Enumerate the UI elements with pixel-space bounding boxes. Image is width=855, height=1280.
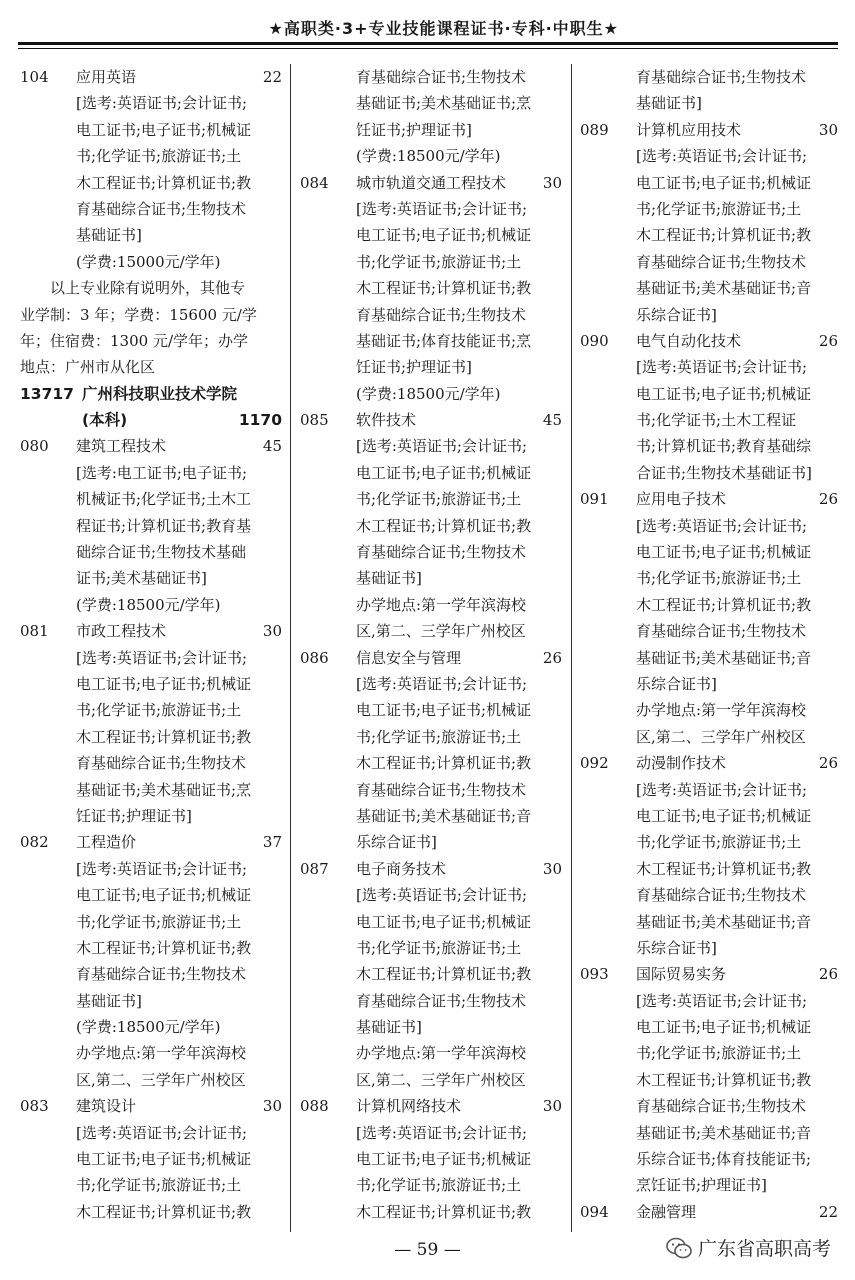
major-detail-line: [选考:英语证书;会计证书; [76, 94, 248, 113]
major-name: 应用英语 [76, 68, 137, 86]
major-detail-line: 乐综合证书] [636, 674, 717, 693]
major-quota: 45 [262, 437, 282, 456]
major-quota: 26 [818, 490, 838, 509]
major-detail-line: 基础证书] [356, 569, 422, 588]
major-code: 080 [20, 437, 49, 456]
major-row [300, 407, 562, 433]
major-quota: 26 [818, 331, 838, 350]
school-total: 1170 [238, 411, 282, 430]
major-detail-line: 木工程证书;计算机证书;教 [76, 1202, 252, 1221]
major-detail-line: 基础证书;美术基础证书;音 [356, 806, 532, 825]
major-detail-line: [选考:英语证书;会计证书; [636, 358, 808, 377]
major-detail-line: 电工证书;电子证书;机械证 [636, 806, 812, 825]
major-code: 083 [20, 1097, 49, 1116]
major-detail-line: [选考:英语证书;会计证书; [76, 859, 248, 878]
column-1 [20, 64, 282, 1225]
major-code: 085 [300, 411, 329, 430]
major-detail-line: 基础证书] [76, 991, 142, 1010]
note-line: 业学制：3 年；学费：15600 元/学 [20, 305, 257, 324]
major-detail-line: (学费:18500元/学年) [76, 595, 221, 614]
major-name: 电气自动化技术 [636, 331, 742, 350]
major-code: 093 [580, 965, 609, 984]
major-name: 建筑工程技术 [76, 437, 167, 456]
major-detail-line: [选考:英语证书;会计证书; [636, 991, 808, 1010]
major-code: 091 [580, 490, 609, 509]
major-detail-line: 乐综合证书;体育技能证书; [636, 1150, 812, 1169]
major-quota: 22 [818, 1202, 838, 1221]
major-detail-line: 基础证书;体育技能证书;烹 [356, 331, 532, 350]
school-name: 广州科技职业技术学院 [82, 384, 238, 403]
major-detail-line: (学费:18500元/学年) [76, 1018, 221, 1037]
major-name: 软件技术 [356, 411, 417, 430]
major-detail-line: 烹饪证书;护理证书] [636, 1176, 767, 1195]
column-divider [290, 64, 291, 1232]
major-detail-line: 饪证书;护理证书] [356, 358, 472, 377]
major-detail-line: 乐综合证书] [356, 833, 437, 852]
major-name: 计算机应用技术 [636, 120, 742, 139]
continued-line: 饪证书;护理证书] [356, 120, 472, 139]
school-level: (本科) [82, 411, 128, 430]
major-code: 086 [300, 648, 329, 667]
major-row [20, 433, 282, 459]
major-detail-line: 书;化学证书;旅游证书;土 [76, 912, 242, 931]
major-detail-line: 础综合证书;生物技术基础 [76, 543, 247, 562]
major-detail-line: 饪证书;护理证书] [76, 806, 192, 825]
major-detail-line: 乐综合证书] [636, 305, 717, 324]
major-name: 信息安全与管理 [356, 648, 462, 667]
major-quota: 37 [262, 833, 282, 852]
major-detail-line: 乐综合证书] [636, 938, 717, 957]
major-detail-line: 书;化学证书;土木工程证 [636, 411, 797, 430]
major-detail-line: 书;计算机证书;教育基础综 [636, 437, 812, 456]
major-detail-line: 育基础综合证书;生物技术 [636, 1097, 807, 1116]
school-header [20, 381, 282, 407]
major-detail-line: [选考:英语证书;会计证书; [636, 780, 808, 799]
school-code: 13717 [20, 384, 74, 403]
major-row [580, 961, 838, 987]
major-row [300, 1093, 562, 1119]
watermark-text: 广东省高职高考 [697, 1238, 831, 1260]
major-code: 094 [580, 1202, 609, 1221]
major-name: 工程造价 [76, 833, 137, 852]
major-detail-line: 办学地点:第一学年滨海校 [76, 1044, 247, 1063]
major-detail-line: 木工程证书;计算机证书;教 [356, 516, 532, 535]
major-detail-line: 木工程证书;计算机证书;教 [636, 859, 812, 878]
major-detail-line: 木工程证书;计算机证书;教 [636, 1070, 812, 1089]
major-detail-line: 木工程证书;计算机证书;教 [356, 965, 532, 984]
continued-line: 育基础综合证书;生物技术 [356, 68, 527, 86]
major-detail-line: 办学地点:第一学年滨海校 [636, 701, 807, 720]
major-detail-line: [选考:英语证书;会计证书; [76, 648, 248, 667]
major-row [580, 486, 838, 512]
major-detail-line: (学费:18500元/学年) [356, 384, 501, 403]
major-detail-line: 合证书;生物技术基础证书] [636, 463, 812, 482]
major-detail-line: 木工程证书;计算机证书;教 [356, 1202, 532, 1221]
major-row [580, 328, 838, 354]
major-detail-line: 电工证书;电子证书;机械证 [76, 1150, 252, 1169]
major-detail-line: 电工证书;电子证书;机械证 [356, 463, 532, 482]
major-code: 087 [300, 859, 329, 878]
major-quota: 26 [818, 965, 838, 984]
major-detail-line: 木工程证书;计算机证书;教 [636, 226, 812, 245]
major-detail-line: 书;化学证书;旅游证书;土 [636, 199, 802, 218]
major-detail-line: 电工证书;电子证书;机械证 [636, 1018, 812, 1037]
major-detail-line: 育基础综合证书;生物技术 [76, 754, 247, 773]
major-name: 城市轨道交通工程技术 [356, 173, 507, 192]
page-number: — 59 — [394, 1240, 461, 1260]
major-detail-line: 基础证书;美术基础证书;烹 [76, 780, 252, 799]
column-2 [300, 64, 562, 1225]
major-detail-line: 书;化学证书;旅游证书;土 [356, 490, 522, 509]
major-detail-line: [选考:英语证书;会计证书; [356, 1123, 528, 1142]
spacer [127, 407, 239, 433]
major-name: 电子商务技术 [356, 859, 447, 878]
wechat-icon [666, 1237, 692, 1259]
major-row [20, 618, 282, 644]
major-detail-line: 木工程证书;计算机证书;教 [76, 938, 252, 957]
major-detail-line: 木工程证书;计算机证书;教 [76, 727, 252, 746]
major-detail-line: 育基础综合证书;生物技术 [356, 780, 527, 799]
continued-line: 基础证书;美术基础证书;烹 [356, 94, 532, 113]
major-detail-line: 机械证书;化学证书;土木工 [76, 490, 252, 509]
major-row [20, 64, 282, 90]
major-detail-line: 木工程证书;计算机证书;教 [76, 173, 252, 192]
major-quota: 30 [542, 173, 562, 192]
major-detail-line: [选考:英语证书;会计证书; [76, 1123, 248, 1142]
header-rule-thick [18, 42, 838, 45]
column-3 [580, 64, 838, 1225]
major-detail-line: 电工证书;电子证书;机械证 [76, 674, 252, 693]
note-line: 以上专业除有说明外，其他专 [50, 279, 246, 298]
major-detail-line: 书;化学证书;旅游证书;土 [76, 147, 242, 166]
major-detail-line: 区,第二、三学年广州校区 [356, 622, 526, 641]
page-header [0, 0, 855, 46]
major-detail-line: [选考:英语证书;会计证书; [356, 886, 528, 905]
major-detail-line: 区,第二、三学年广州校区 [76, 1070, 246, 1089]
major-name: 金融管理 [636, 1202, 697, 1221]
major-quota: 30 [542, 859, 562, 878]
major-detail-line: 电工证书;电子证书;机械证 [356, 226, 532, 245]
header-rule-thin [18, 48, 838, 49]
school-subheader [20, 407, 282, 433]
major-quota: 22 [262, 68, 282, 86]
major-detail-line: (学费:15000元/学年) [76, 252, 221, 271]
major-detail-line: 木工程证书;计算机证书;教 [356, 279, 532, 298]
major-detail-line: 基础证书;美术基础证书;音 [636, 912, 812, 931]
major-detail-line: 电工证书;电子证书;机械证 [636, 543, 812, 562]
major-detail-line: 电工证书;电子证书;机械证 [636, 173, 812, 192]
major-detail-line: [选考:英语证书;会计证书; [356, 674, 528, 693]
major-detail-line: 书;化学证书;旅游证书;土 [356, 252, 522, 271]
major-detail-line: 书;化学证书;旅游证书;土 [76, 1176, 242, 1195]
major-code: 089 [580, 120, 609, 139]
major-detail-line: 书;化学证书;旅游证书;土 [356, 1176, 522, 1195]
major-quota: 30 [262, 1097, 282, 1116]
major-row [580, 117, 838, 143]
note-line: 地点：广州市从化区 [20, 358, 156, 377]
major-detail-line: 书;化学证书;旅游证书;土 [356, 938, 522, 957]
major-code: 104 [20, 68, 49, 86]
major-detail-line: 区,第二、三学年广州校区 [636, 727, 806, 746]
major-detail-line: [选考:电工证书;电子证书; [76, 463, 248, 482]
major-quota: 45 [542, 411, 562, 430]
major-detail-line: 电工证书;电子证书;机械证 [76, 120, 252, 139]
major-row [20, 1093, 282, 1119]
major-name: 计算机网络技术 [356, 1097, 462, 1116]
major-detail-line: 育基础综合证书;生物技术 [636, 886, 807, 905]
major-detail-line: 基础证书;美术基础证书;音 [636, 1123, 812, 1142]
major-row [20, 829, 282, 855]
major-quota: 30 [262, 622, 282, 641]
major-code: 084 [300, 173, 329, 192]
major-detail-line: [选考:英语证书;会计证书; [636, 516, 808, 535]
major-code: 090 [580, 331, 609, 350]
major-name: 动漫制作技术 [636, 754, 727, 773]
major-detail-line: 基础证书] [356, 1018, 422, 1037]
major-quota: 30 [818, 120, 838, 139]
major-quota: 30 [542, 1097, 562, 1116]
major-row [580, 1199, 838, 1225]
major-detail-line: 书;化学证书;旅游证书;土 [636, 1044, 802, 1063]
major-detail-line: 育基础综合证书;生物技术 [356, 543, 527, 562]
major-detail-line: 育基础综合证书;生物技术 [636, 252, 807, 271]
major-detail-line: 电工证书;电子证书;机械证 [356, 912, 532, 931]
major-detail-line: 电工证书;电子证书;机械证 [76, 886, 252, 905]
header-title: ★高职类·3+专业技能课程证书·专科·中职生★ [268, 19, 619, 38]
major-detail-line: 办学地点:第一学年滨海校 [356, 1044, 527, 1063]
column-divider [571, 64, 572, 1232]
major-detail-line: 书;化学证书;旅游证书;土 [636, 833, 802, 852]
major-detail-line: [选考:英语证书;会计证书; [636, 147, 808, 166]
major-detail-line: 办学地点:第一学年滨海校 [356, 595, 527, 614]
major-row [580, 750, 838, 776]
major-detail-line: 育基础综合证书;生物技术 [76, 965, 247, 984]
major-name: 国际贸易实务 [636, 965, 727, 984]
major-detail-line: 书;化学证书;旅游证书;土 [636, 569, 802, 588]
major-code: 082 [20, 833, 49, 852]
note-line: 年；住宿费：1300 元/学年；办学 [20, 331, 248, 350]
major-code: 088 [300, 1097, 329, 1116]
continued-line: 育基础综合证书;生物技术 [636, 68, 807, 86]
major-detail-line: 电工证书;电子证书;机械证 [636, 384, 812, 403]
major-detail-line: 育基础综合证书;生物技术 [76, 199, 247, 218]
major-detail-line: 育基础综合证书;生物技术 [356, 991, 527, 1010]
major-row [300, 856, 562, 882]
continued-line: 基础证书] [636, 94, 702, 113]
major-detail-line: 基础证书;美术基础证书;音 [636, 648, 812, 667]
major-detail-line: 电工证书;电子证书;机械证 [356, 1150, 532, 1169]
major-detail-line: 程证书;计算机证书;教育基 [76, 516, 252, 535]
major-detail-line: 书;化学证书;旅游证书;土 [356, 727, 522, 746]
wechat-watermark [662, 1232, 835, 1263]
major-name: 应用电子技术 [636, 490, 727, 509]
major-code: 092 [580, 754, 609, 773]
major-row [300, 170, 562, 196]
major-detail-line: 木工程证书;计算机证书;教 [636, 595, 812, 614]
major-detail-line: 基础证书] [76, 226, 142, 245]
major-detail-line: 书;化学证书;旅游证书;土 [76, 701, 242, 720]
major-detail-line: 育基础综合证书;生物技术 [356, 305, 527, 324]
major-code: 081 [20, 622, 49, 641]
major-detail-line: 证书;美术基础证书] [76, 569, 207, 588]
major-detail-line: 木工程证书;计算机证书;教 [356, 754, 532, 773]
major-quota: 26 [818, 754, 838, 773]
continued-line: (学费:18500元/学年) [356, 147, 501, 166]
major-detail-line: 电工证书;电子证书;机械证 [356, 701, 532, 720]
major-detail-line: 基础证书;美术基础证书;音 [636, 279, 812, 298]
major-detail-line: 育基础综合证书;生物技术 [636, 622, 807, 641]
major-detail-line: [选考:英语证书;会计证书; [356, 199, 528, 218]
major-quota: 26 [542, 648, 562, 667]
major-name: 建筑设计 [76, 1097, 137, 1116]
major-detail-line: [选考:英语证书;会计证书; [356, 437, 528, 456]
major-name: 市政工程技术 [76, 622, 167, 641]
major-row [300, 645, 562, 671]
major-detail-line: 区,第二、三学年广州校区 [356, 1070, 526, 1089]
